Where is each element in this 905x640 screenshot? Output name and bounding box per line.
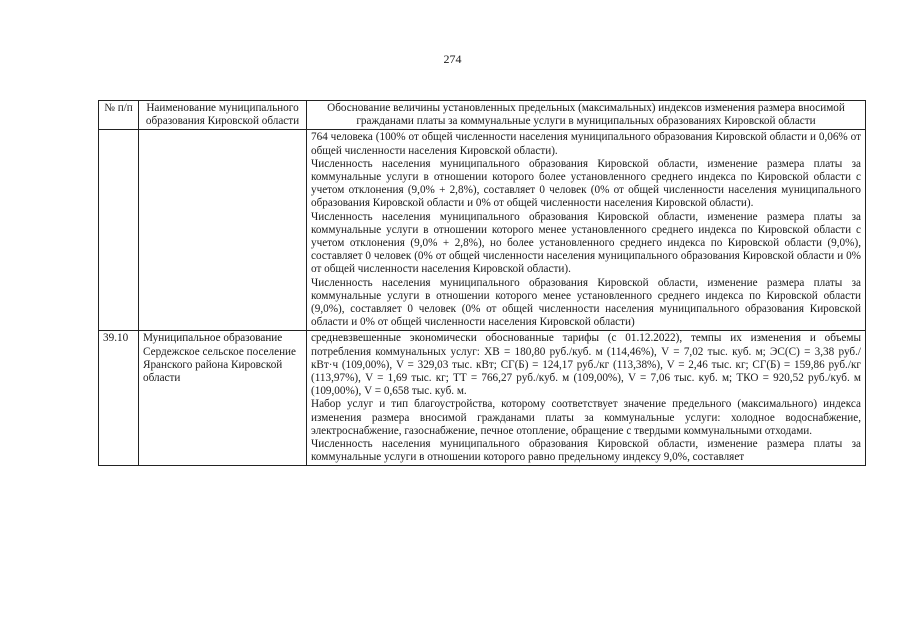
table-row (99, 331, 866, 466)
municipality-name (139, 130, 307, 331)
justification-paragraph: Численность населения муниципального образования Кировской области, изменение размера платы за коммунальные услуги в отношении которого менее установленного среднего индекса по Кировской области с учетом отклонения (9,0% + 2,8%), но более установленного среднего индекса по Кировской области (9,0%), составляет 0 человек (0% от общей численности населения муниципального образования Кировской области и 0% от общей численности населения Кировской области). (311, 210, 861, 276)
header-justification: Обоснование величины установленных предельных (максимальных) индексов изменения размера вносимой гражданами платы за коммунальные услуги в муниципальных образованиях Кировской области (307, 101, 866, 130)
index-justification-table (98, 100, 866, 466)
table-row (99, 130, 866, 331)
municipality-name: Муниципальное образование Сердежское сельское поселение Яранского района Кировской области (139, 331, 307, 466)
justification-paragraph: Численность населения муниципального образования Кировской области, изменение размера платы за коммунальные услуги в отношении которого менее установленного среднего индекса по Кировской области (9,0%), составляет 0 человек (0% от общей численности населения муниципального образования Кировской области и 0% от общей численности населения Кировской области) (311, 276, 861, 329)
justification-cell (307, 331, 866, 466)
header-number: № п/п (99, 101, 139, 130)
justification-paragraph: Численность населения муниципального образования Кировской области, изменение размера платы за коммунальные услуги в отношении которого равно предельному индексу 9,0%, составляет (311, 438, 861, 464)
row-number (99, 130, 139, 331)
justification-paragraph: средневзвешенные экономически обоснованные тарифы (с 01.12.2022), темпы их изменения и объемы потребления коммунальных услуг: ХВ = 180,80 руб./куб. м (114,46%), V = 7,02 тыс. куб. м; ЭС(С) = 3,38 руб./кВт·ч (109,00%), V = 329,03 тыс. кВт; СГ(Б) = 124,17 руб./кг (113,38%), V = 2,46 тыс. кг; СГ(Б) = 159,86 руб./кг (113,97%), V = 1,69 тыс. кг; ТТ = 766,27 руб./куб. м (109,00%), V = 7,06 тыс. куб. м; ТКО = 920,52 руб./куб. м (109,00%), V = 0,658 тыс. куб. м. (311, 332, 861, 398)
page-number: 274 (443, 52, 462, 66)
justification-paragraph: Набор услуг и тип благоустройства, которому соответствует значение предельного (максимального) индекса изменения размера вносимой гражданами платы за коммунальные услуги: холодное водоснабжение, электроснабжение, газоснабжение, печное отопление, обращение с твердыми коммунальными отходами. (311, 398, 861, 437)
header-municipality-name: Наименование муниципального образования Кировской области (139, 101, 307, 130)
table-header-row (99, 101, 866, 130)
justification-cell (307, 130, 866, 331)
justification-paragraph: 764 человека (100% от общей численности населения муниципального образования Кировской области и 0,06% от общей численности населения Кировской области). (311, 131, 861, 157)
justification-paragraph: Численность населения муниципального образования Кировской области, изменение размера платы за коммунальные услуги в отношении которого более установленного среднего индекса по Кировской области с учетом отклонения (9,0% + 2,8%), составляет 0 человек (0% от общей численности населения муниципального образования Кировской области и 0% от общей численности населения Кировской области). (311, 157, 861, 210)
row-number: 39.10 (99, 331, 139, 466)
